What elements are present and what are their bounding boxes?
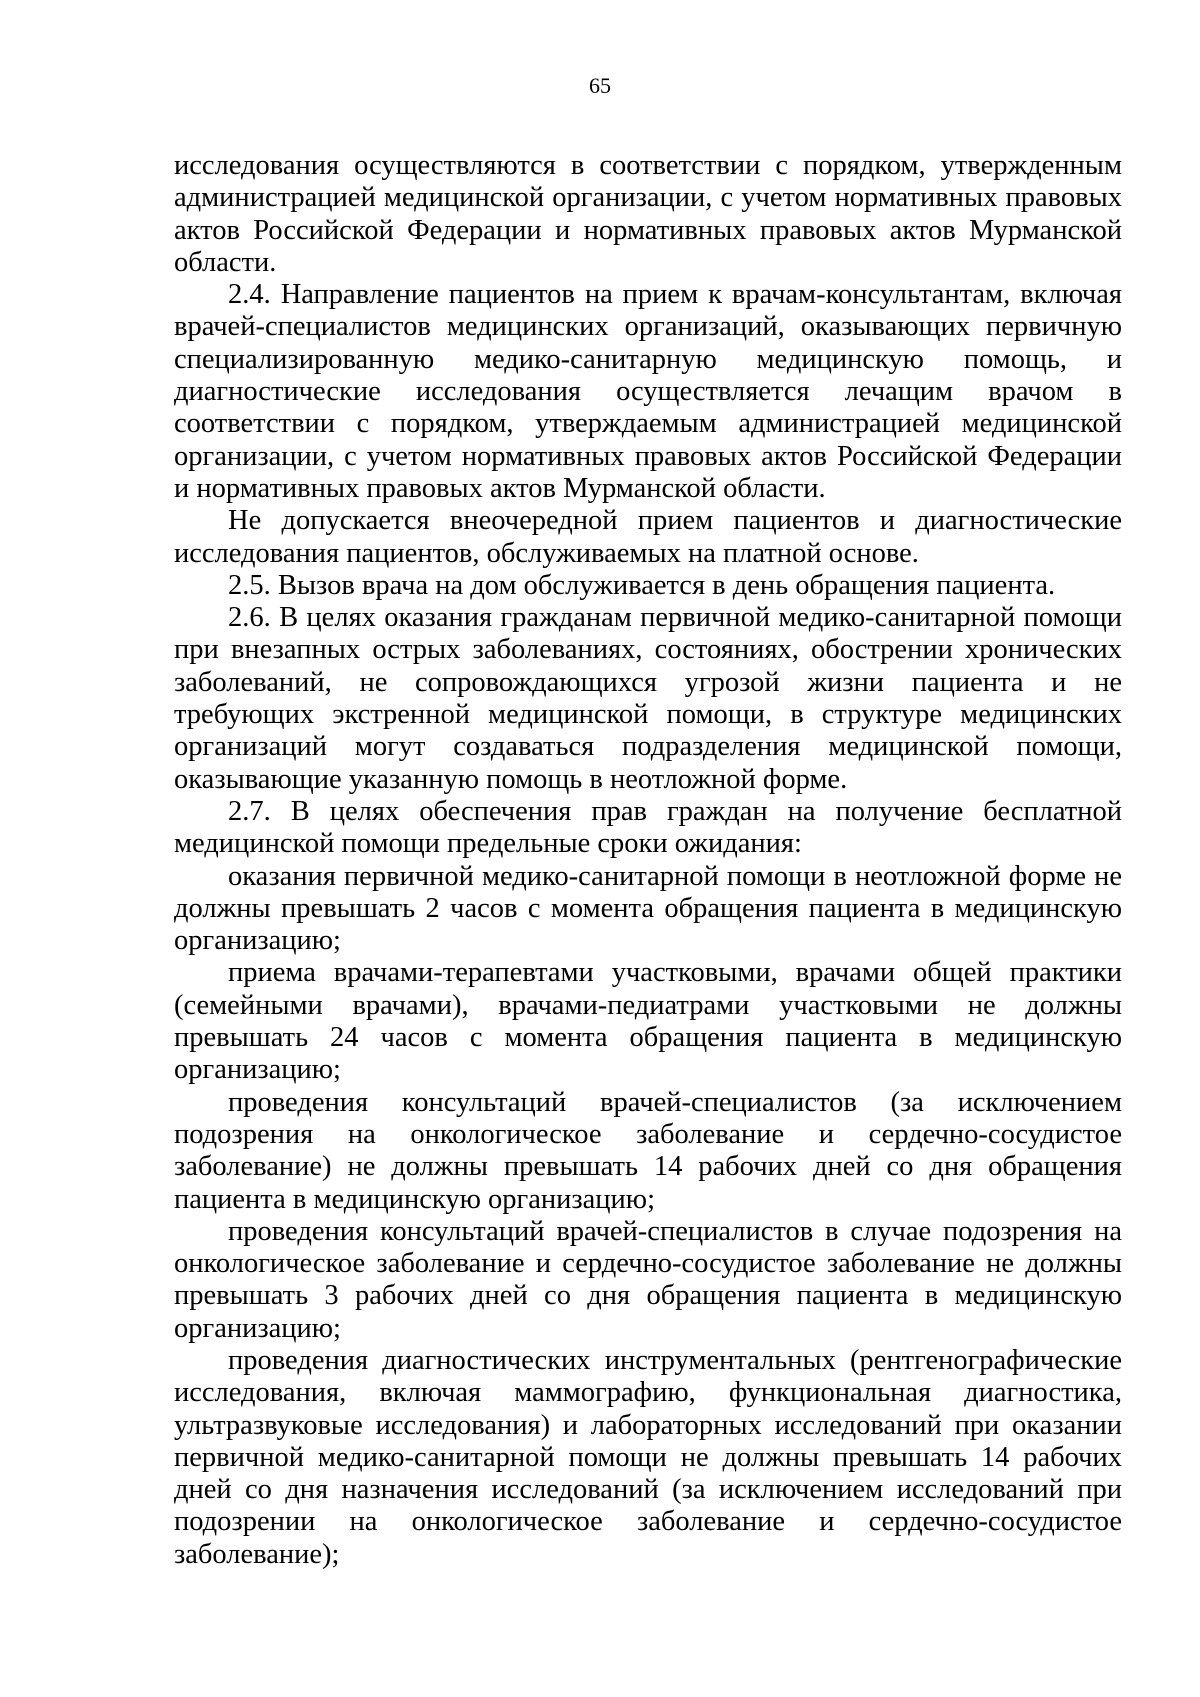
- paragraph-urgent-care-term: оказания первичной медико-санитарной помощи в неотложной форме не должны превышать 2 часов с момента обращения пациента в медицинскую организацию;: [174, 860, 1122, 957]
- paragraph-specialist-term: проведения консультаций врачей-специалистов (за исключением подозрения на онкологическое заболевание и сердечно-сосудистое заболевание) не должны превышать 14 рабочих дней со дня обращения пациента в медицинскую организацию;: [174, 1086, 1122, 1215]
- paragraph-therapist-term: приема врачами-терапевтами участковыми, врачами общей практики (семейными врачами), врачами-педиатрами участковыми не должны превышать 24 часов с момента обращения пациента в медицинскую организацию;: [174, 957, 1122, 1086]
- paragraph-2-5: 2.5. Вызов врача на дом обслуживается в день обращения пациента.: [228, 569, 1056, 601]
- paragraph-continuation: исследования осуществляются в соответствии с порядком, утвержденным администрацией медицинской организации, с учетом нормативных правовых актов Российской Федерации и нормативных правовых актов Мурманской области.: [174, 150, 1122, 278]
- paragraph-diagnostics-term: проведения диагностических инструментальных (рентгенографические исследования, включая маммографию, функциональная диагностика, ультразвуковые исследования) и лабораторных исследований при оказании первичной медико-санитарной помощи не должны превышать 14 рабочих дней со дня назначения исследований (за исключением исследований при подозрении на онкологическое заболевание и сердечно-сосудистое заболевание);: [174, 1344, 1122, 1570]
- document-body: [174, 150, 1122, 1571]
- paragraph-no-priority: Не допускается внеочередной прием пациентов и диагностические исследования пациентов, обслуживаемых на платной основе.: [174, 505, 1122, 569]
- page-number: 65: [589, 73, 611, 98]
- paragraph-2-6: 2.6. В целях оказания гражданам первичной медико-санитарной помощи при внезапных острых заболеваниях, состояниях, обострении хронических заболеваний, не сопровождающихся угрозой жизни пациента и не требующих экстренной медицинской помощи, в структуре медицинских организаций могут создаваться подразделения медицинской помощи, оказывающие указанную помощь в неотложной форме.: [174, 602, 1122, 795]
- paragraph-2-7: 2.7. В целях обеспечения прав граждан на получение бесплатной медицинской помощи предельные сроки ожидания:: [174, 795, 1122, 860]
- paragraph-2-4: 2.4. Направление пациентов на прием к врачам-консультантам, включая врачей-специалистов медицинских организаций, оказывающих первичную специализированную медико-санитарную медицинскую помощь, и диагностические исследования осуществляется лечащим врачом в соответствии с порядком, утверждаемым администрацией медицинской организации, с учетом нормативных правовых актов Российской Федерации и нормативных правовых актов Мурманской области.: [174, 279, 1122, 504]
- paragraph-oncology-term: проведения консультаций врачей-специалистов в случае подозрения на онкологическое заболевание и сердечно-сосудистое заболевание не должны превышать 3 рабочих дней со дня обращения пациента в медицинскую организацию;: [174, 1215, 1122, 1344]
